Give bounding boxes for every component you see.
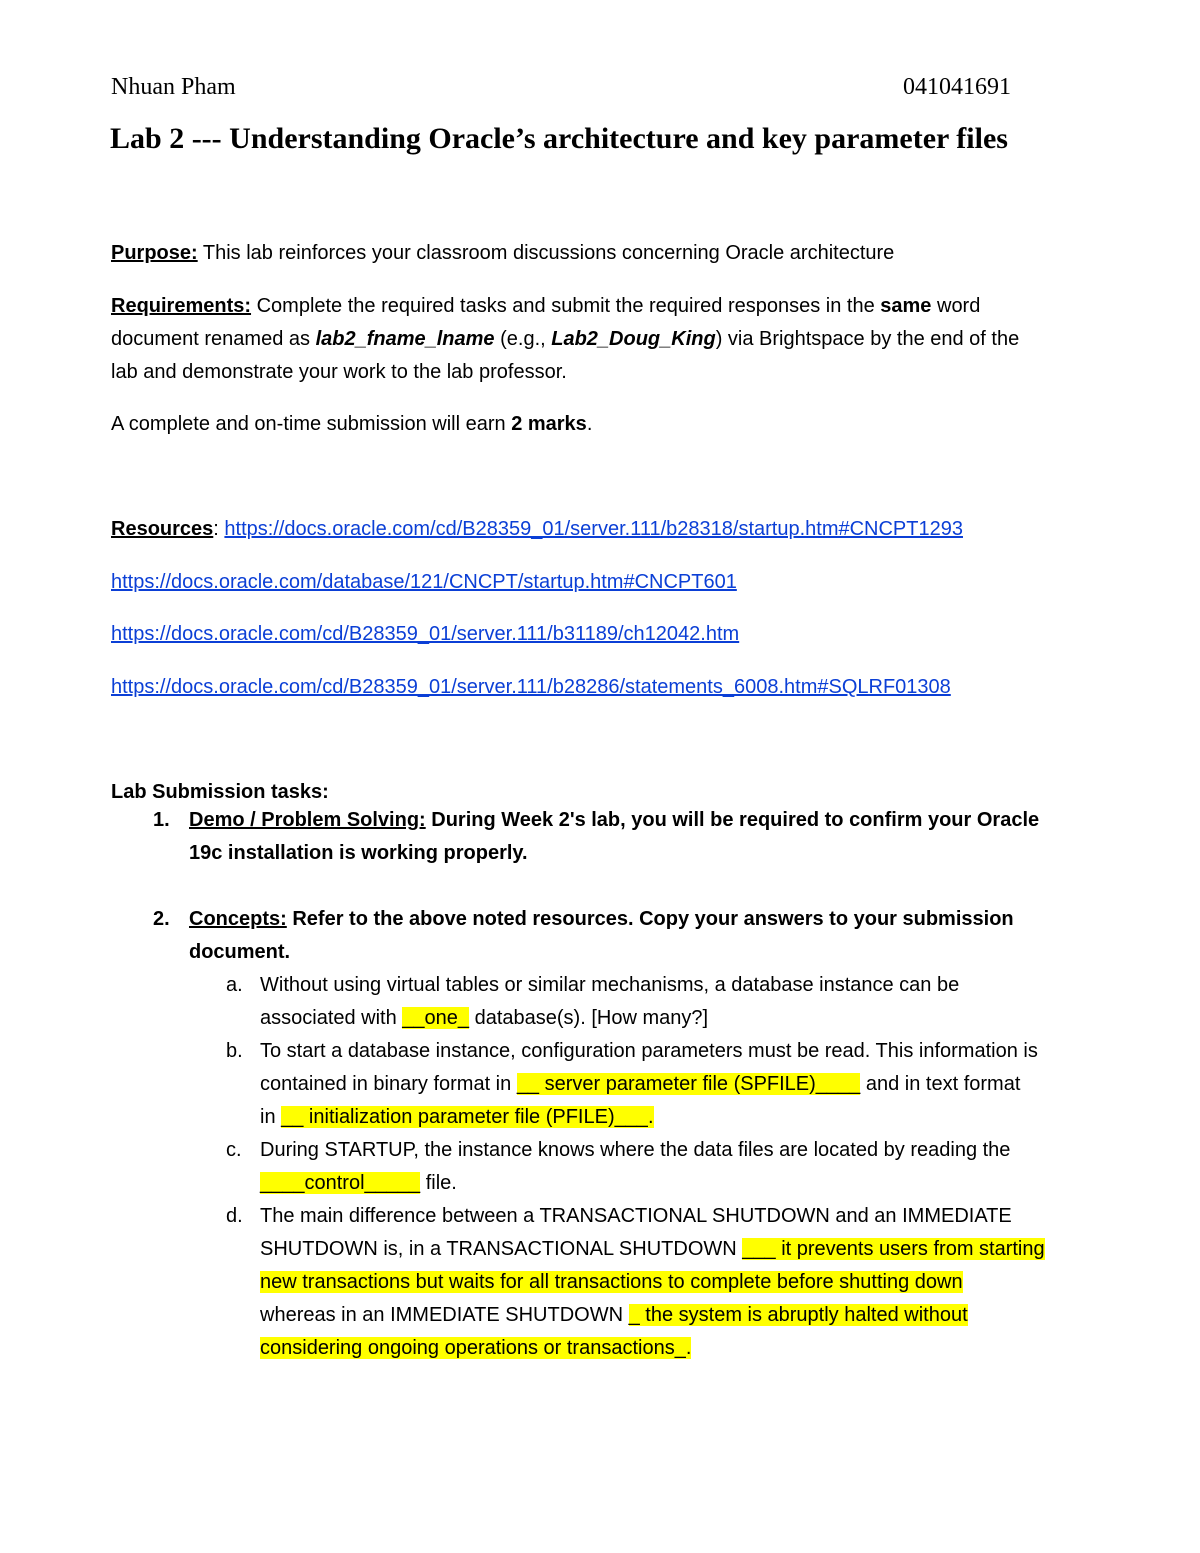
task-1-number: 1. bbox=[153, 809, 170, 831]
item-a-post: database(s). [How many?] bbox=[469, 1007, 709, 1029]
resources-colon: : bbox=[213, 518, 225, 540]
requirements-same: same bbox=[880, 295, 932, 317]
requirements-text-3: document renamed as bbox=[111, 328, 316, 350]
item-b-mid: and in text format bbox=[860, 1073, 1021, 1095]
requirements-label: Requirements: bbox=[111, 295, 252, 317]
item-b-answer-1: __ server parameter file (SPFILE)____ bbox=[516, 1073, 861, 1095]
tasks-heading: Lab Submission tasks: bbox=[111, 781, 329, 803]
item-d-post: . bbox=[685, 1337, 692, 1359]
item-c-line-1: During STARTUP, the instance knows where the data files are located by reading the bbox=[260, 1139, 1011, 1161]
item-c-line-2 bbox=[260, 1172, 457, 1195]
item-b-post-2: . bbox=[647, 1106, 654, 1128]
item-d-pre: SHUTDOWN is, in a TRANSACTIONAL SHUTDOWN bbox=[260, 1238, 743, 1260]
item-b-pre: contained in binary format in bbox=[260, 1073, 517, 1095]
purpose-text: This lab reinforces your classroom discussions concerning Oracle architecture bbox=[197, 242, 895, 264]
page-title: Lab 2 --- Understanding Oracle’s architecture and key parameter files bbox=[110, 122, 1008, 155]
item-d-line-5 bbox=[260, 1337, 691, 1360]
task-1-line-2: 19c installation is working properly. bbox=[189, 842, 528, 864]
item-c-answer: ____control_____ bbox=[260, 1172, 421, 1194]
item-d-line-1: The main difference between a TRANSACTIONAL SHUTDOWN and an IMMEDIATE bbox=[260, 1205, 1012, 1227]
item-b-letter: b. bbox=[226, 1040, 243, 1062]
resource-link-2[interactable]: https://docs.oracle.com/database/121/CNCPT/startup.htm#CNCPT601 bbox=[111, 571, 737, 593]
item-a-line-2 bbox=[260, 1007, 708, 1030]
resource-link-4[interactable]: https://docs.oracle.com/cd/B28359_01/server.111/b28286/statements_6008.htm#SQLRF01308 bbox=[111, 676, 951, 698]
requirements-filename: lab2_fname_lname bbox=[315, 328, 495, 350]
item-c-post: file. bbox=[420, 1172, 457, 1194]
item-b-answer-2: __ initialization parameter file (PFILE)___ bbox=[281, 1106, 648, 1128]
resource-link-3[interactable]: https://docs.oracle.com/cd/B28359_01/server.111/b31189/ch12042.htm bbox=[111, 623, 740, 645]
purpose-label: Purpose: bbox=[111, 242, 198, 264]
item-d-line-3 bbox=[260, 1271, 963, 1294]
item-d-line-4 bbox=[260, 1304, 968, 1327]
author-name: Nhuan Pham bbox=[111, 74, 236, 100]
item-b-pre-2: in bbox=[260, 1106, 282, 1128]
item-d-line-2 bbox=[260, 1238, 1045, 1261]
resource-link-1[interactable]: https://docs.oracle.com/cd/B28359_01/server.111/b28318/startup.htm#CNCPT1293 bbox=[224, 518, 963, 540]
task-1-text: During Week 2's lab, you will be required to confirm your Oracle bbox=[425, 809, 1040, 831]
item-a-answer: __one_ bbox=[402, 1007, 470, 1029]
task-2-number: 2. bbox=[153, 908, 170, 930]
resources-label: Resources bbox=[111, 518, 214, 540]
item-a-line-1: Without using virtual tables or similar mechanisms, a database instance can be bbox=[260, 974, 960, 996]
student-id: 041041691 bbox=[903, 74, 1011, 100]
task-2-text: Refer to the above noted resources. Copy your answers to your submission bbox=[286, 908, 1014, 930]
item-d-pre-2: whereas in an IMMEDIATE SHUTDOWN bbox=[260, 1304, 629, 1326]
requirements-text-1: Complete the required tasks and submit the required responses in the bbox=[251, 295, 881, 317]
item-d-answer-1a: ___ it prevents users from starting bbox=[742, 1238, 1045, 1260]
task-2-line-1 bbox=[189, 908, 1014, 931]
item-d-letter: d. bbox=[226, 1205, 243, 1227]
task-2-line-2: document. bbox=[189, 941, 291, 963]
requirements-paragraph bbox=[111, 290, 1101, 389]
item-d-answer-1b: new transactions but waits for all transactions to complete before shutting down bbox=[260, 1271, 963, 1293]
requirements-text-4: (e.g., bbox=[494, 328, 552, 350]
purpose-paragraph bbox=[111, 237, 1101, 270]
marks-period: . bbox=[586, 413, 593, 435]
item-a-pre: associated with bbox=[260, 1007, 403, 1029]
requirements-text-2: word bbox=[931, 295, 981, 317]
item-b-line-2 bbox=[260, 1073, 1020, 1096]
requirements-text-6: lab and demonstrate your work to the lab professor. bbox=[111, 361, 567, 383]
item-b-line-1: To start a database instance, configuration parameters must be read. This information is bbox=[260, 1040, 1038, 1062]
requirements-example: Lab2_Doug_King bbox=[551, 328, 716, 350]
resources-line bbox=[111, 513, 1101, 546]
marks-text: A complete and on-time submission will earn bbox=[111, 413, 512, 435]
item-c-letter: c. bbox=[226, 1139, 242, 1161]
requirements-text-5: ) via Brightspace by the end of the bbox=[715, 328, 1020, 350]
item-a-letter: a. bbox=[226, 974, 243, 996]
marks-paragraph bbox=[111, 408, 1101, 441]
task-1-line-1 bbox=[189, 809, 1039, 832]
task-2-label: Concepts: bbox=[189, 908, 287, 930]
marks-value: 2 marks bbox=[511, 413, 587, 435]
item-d-answer-2b: considering ongoing operations or transactions_ bbox=[260, 1337, 686, 1359]
task-1-label: Demo / Problem Solving: bbox=[189, 809, 426, 831]
item-d-answer-2a: _ the system is abruptly halted without bbox=[628, 1304, 968, 1326]
item-b-line-3 bbox=[260, 1106, 654, 1129]
